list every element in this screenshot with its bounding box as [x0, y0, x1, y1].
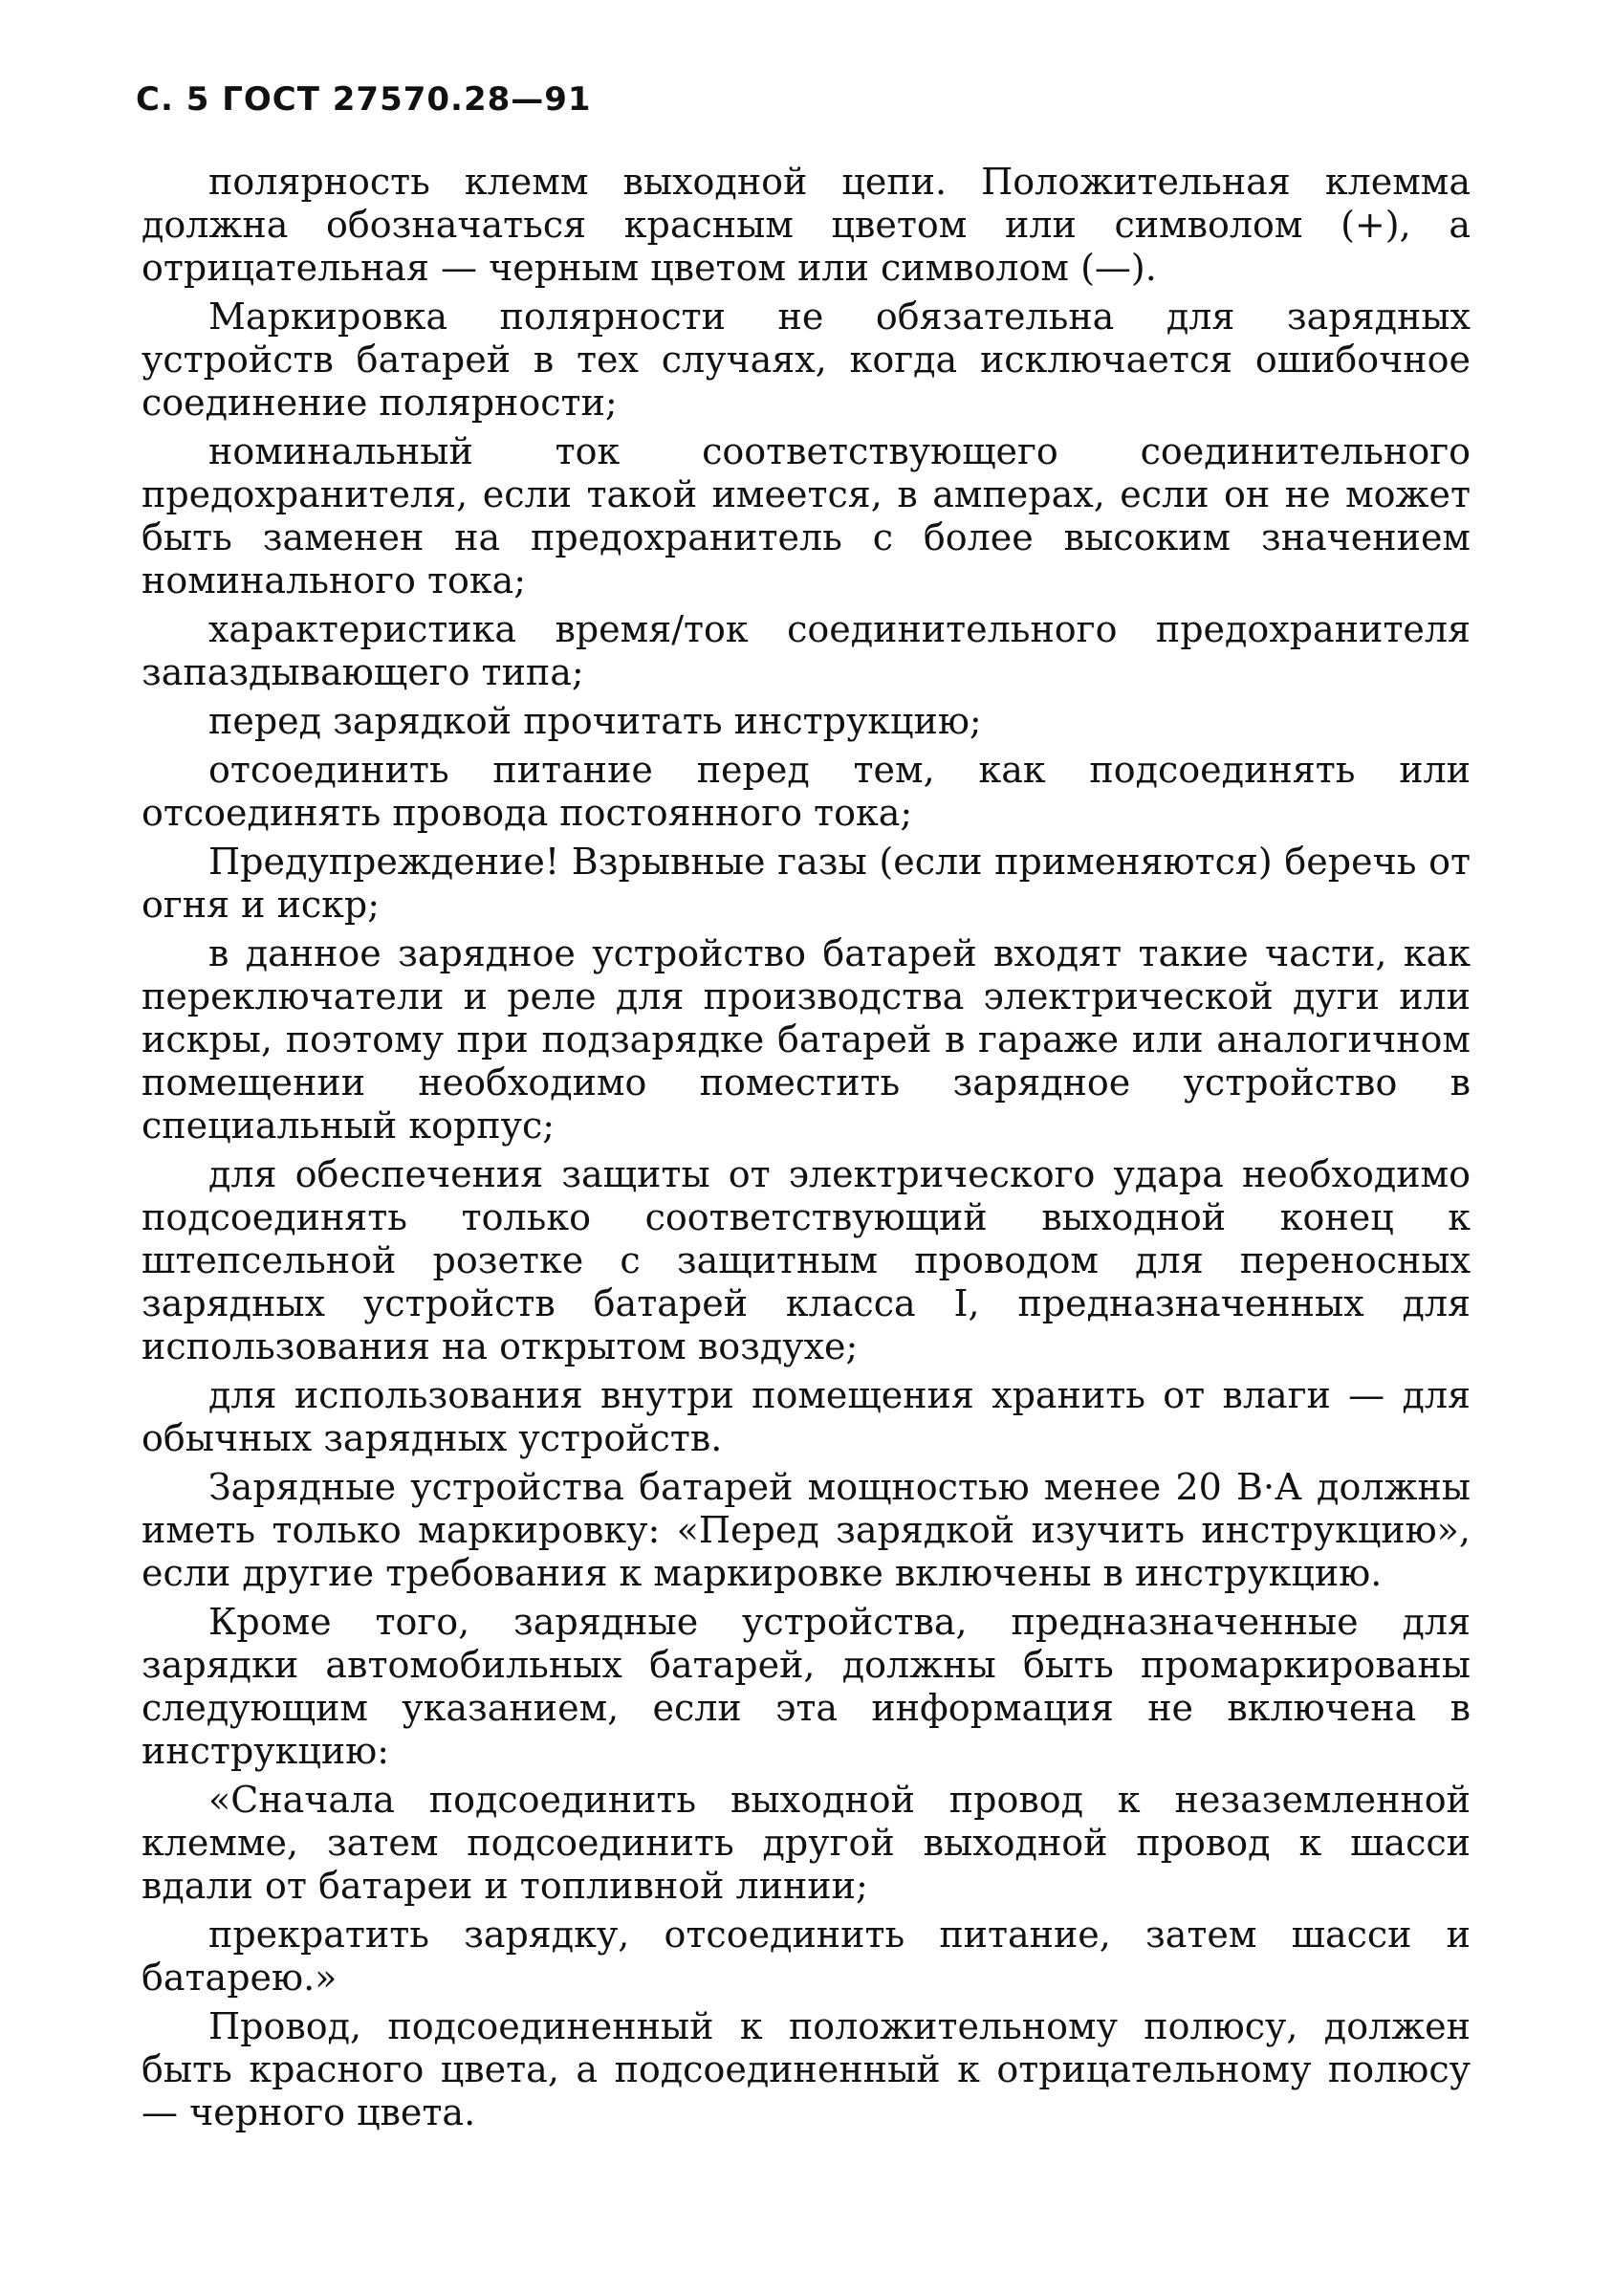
paragraph: Провод, подсоединенный к положительному полюсу, должен быть красного цвета, а подсоединенный к отрицательному полюсу — черного цвета.: [142, 2005, 1471, 2133]
paragraph: полярность клемм выходной цепи. Положительная клемма должна обозначаться красным цветом или символом (+), а отрицательная — черным цветом или символом (—).: [142, 161, 1471, 289]
page-header: С. 5 ГОСТ 27570.28—91: [136, 80, 592, 119]
paragraph: прекратить зарядку, отсоединить питание, затем шасси и батарею.»: [142, 1913, 1471, 1999]
paragraph: Зарядные устройства батарей мощностью менее 20 В·А должны иметь только маркировку: «Перед зарядкой изучить инструкцию», если другие требования к маркировке включены в инструкцию.: [142, 1466, 1471, 1594]
paragraph: для использования внутри помещения хранить от влаги — для обычных зарядных устройств.: [142, 1374, 1471, 1459]
paragraph: перед зарядкой прочитать инструкцию;: [208, 700, 982, 742]
paragraph: «Сначала подсоединить выходной провод к незаземленной клемме, затем подсоединить другой выходной провод к шасси вдали от батареи и топливной линии;: [142, 1779, 1471, 1907]
paragraph: Маркировка полярности не обязательна для зарядных устройств батарей в тех случаях, когда исключается ошибочное соединение полярности;: [142, 295, 1471, 424]
paragraph: Предупреждение! Взрывные газы (если применяются) беречь от огня и искр;: [142, 841, 1471, 926]
paragraph: отсоединить питание перед тем, как подсоединять или отсоединять провода постоянного тока;: [142, 749, 1471, 834]
paragraph: характеристика время/ток соединительного предохранителя запаздывающего типа;: [142, 608, 1471, 693]
paragraph: для обеспечения защиты от электрического удара необходимо подсоединять только соответствующий выходной конец к штепсельной розетке с защитным проводом для переносных зарядных устройств батарей класса I, предназначенных для использования на открытом воздухе;: [142, 1153, 1471, 1367]
paragraph: Кроме того, зарядные устройства, предназначенные для зарядки автомобильных батарей, должны быть промаркированы следующим указанием, если эта информация не включена в инструкцию:: [142, 1601, 1471, 1772]
body-text: [142, 161, 1471, 2140]
paragraph: в данное зарядное устройство батарей входят такие части, как переключатели и реле для производства электрической дуги или искры, поэтому при подзарядке батарей в гараже или аналогичном помещении необходимо поместить зарядное устройство в специальный корпус;: [142, 932, 1471, 1147]
paragraph: номинальный ток соответствующего соединительного предохранителя, если такой имеется, в амперах, если он не может быть заменен на предохранитель с более высоким значением номинального тока;: [142, 430, 1471, 601]
